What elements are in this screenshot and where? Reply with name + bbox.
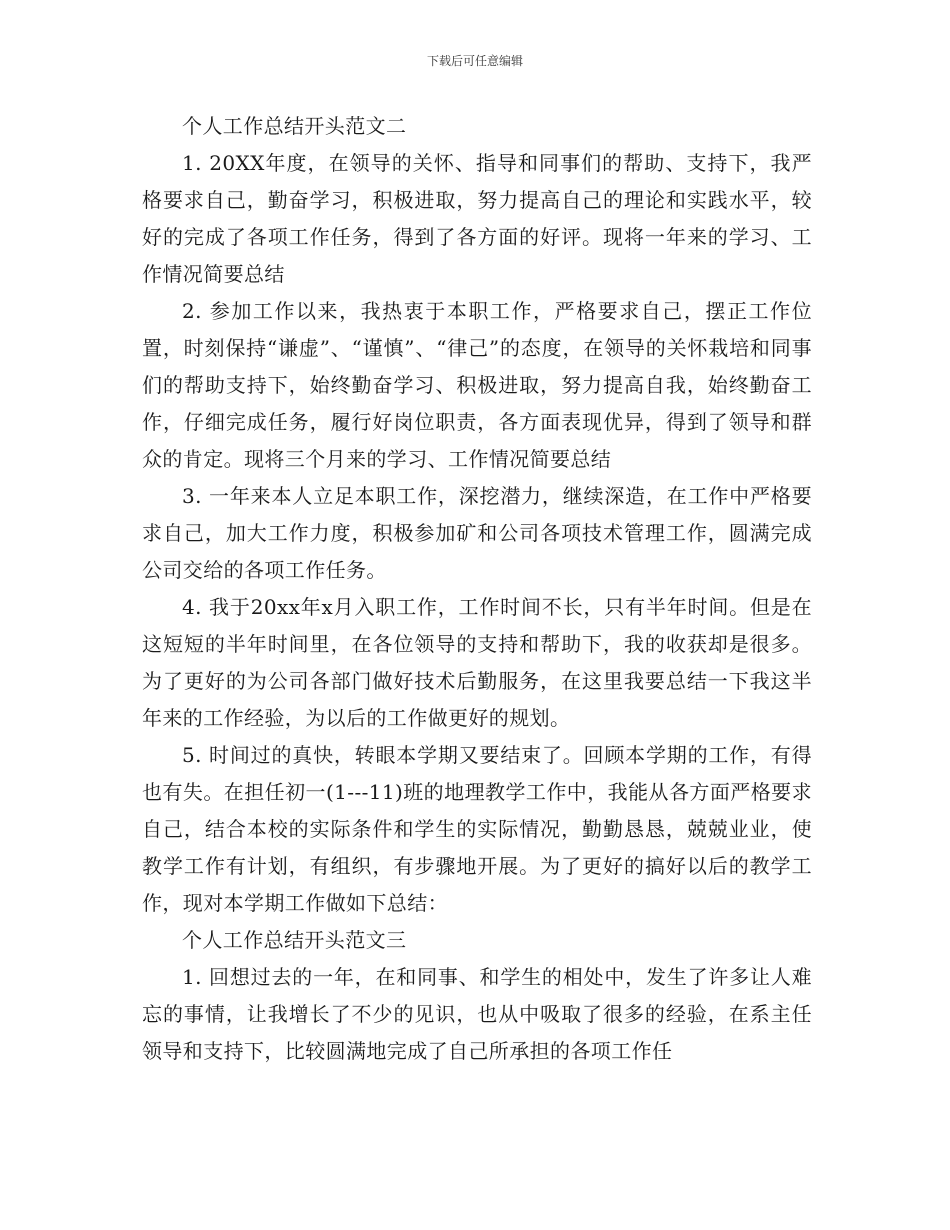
page-header: 下载后可任意编辑 — [426, 54, 523, 68]
document-body — [142, 108, 812, 1070]
paragraph: 1. 20XX年度，在领导的关怀、指导和同事们的帮助、支持下，我严格要求自己，勤奋学习，积极进取，努力提高自己的理论和实践水平，较好的完成了各项工作任务，得到了各方面的好评。现将一年来的学习、工作情况简要总结 — [142, 151, 812, 286]
paragraph: 5. 时间过的真快，转眼本学期又要结束了。回顾本学期的工作，有得也有失。在担任初一(1---11)班的地理教学工作中，我能从各方面严格要求自己，结合本校的实际条件和学生的实际情况，勤勤恳恳，兢兢业业，使教学工作有计划，有组织，有步骤地开展。为了更好的搞好以后的教学工作，现对本学期工作做如下总结： — [142, 743, 812, 915]
paragraph: 3. 一年来本人立足本职工作，深挖潜力，继续深造，在工作中严格要求自己，加大工作力度，积极参加矿和公司各项技术管理工作，圆满完成公司交给的各项工作任务。 — [142, 484, 812, 582]
section-title: 个人工作总结开头范文二 — [182, 114, 407, 138]
paragraph: 1. 回想过去的一年，在和同事、和学生的相处中，发生了许多让人难忘的事情，让我增长了不少的见识，也从中吸取了很多的经验，在系主任领导和支持下，比较圆满地完成了自己所承担的各项工作任 — [142, 965, 812, 1063]
paragraph: 2. 参加工作以来，我热衷于本职工作，严格要求自己，摆正工作位置，时刻保持“谦虚”、“谨慎”、“律己”的态度，在领导的关怀栽培和同事们的帮助支持下，始终勤奋学习、积极进取，努力提高自我，始终勤奋工作，仔细完成任务，履行好岗位职责，各方面表现优异，得到了领导和群众的肯定。现将三个月来的学习、工作情况简要总结 — [142, 299, 812, 471]
paragraph: 4. 我于20xx年x月入职工作，工作时间不长，只有半年时间。但是在这短短的半年时间里，在各位领导的支持和帮助下，我的收获却是很多。为了更好的为公司各部门做好技术后勤服务，在这里我要总结一下我这半年来的工作经验，为以后的工作做更好的规划。 — [142, 595, 812, 730]
section-title: 个人工作总结开头范文三 — [182, 928, 407, 952]
